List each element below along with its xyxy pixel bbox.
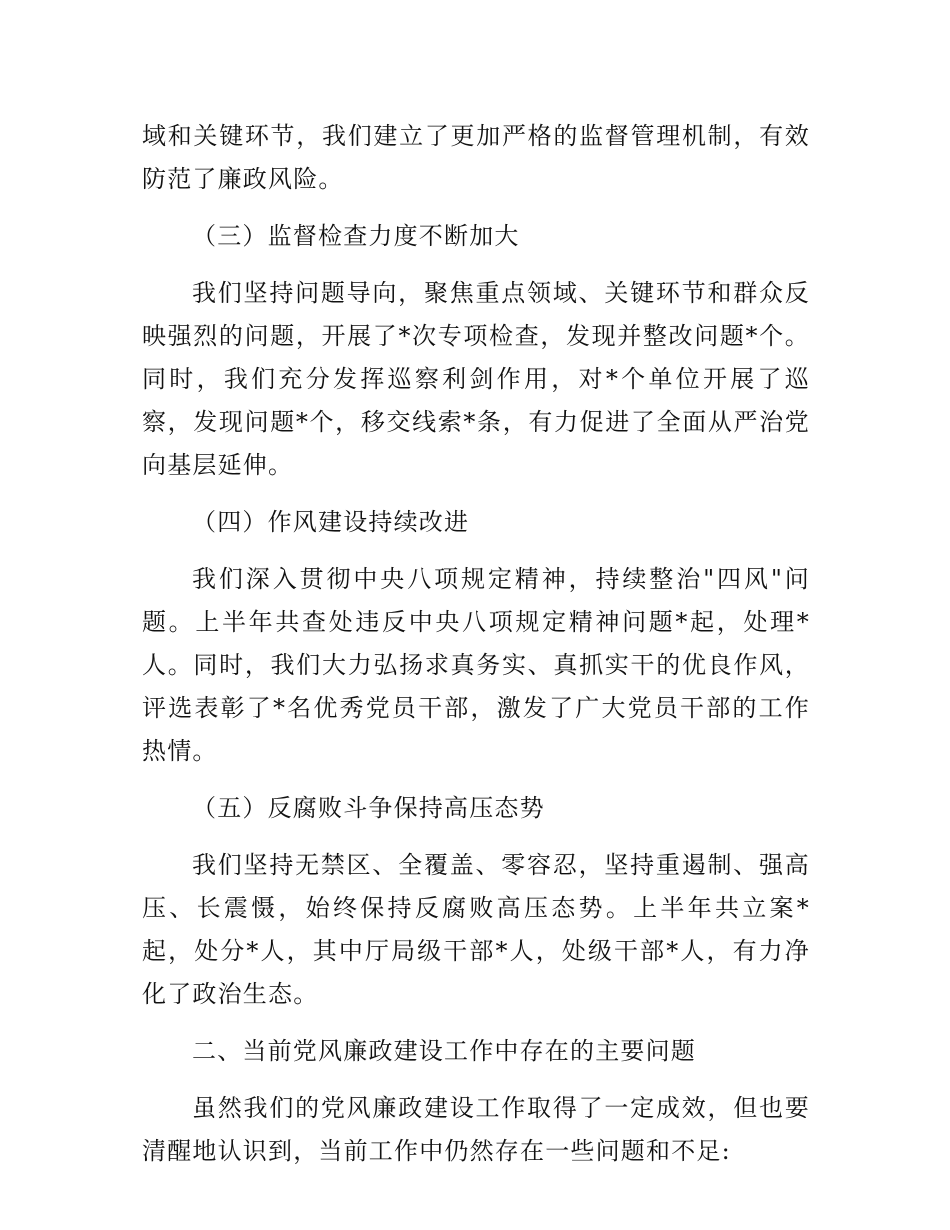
section-heading-3: （三）监督检查力度不断加大	[192, 222, 520, 250]
document-body	[142, 115, 810, 1173]
paragraph-supervision: 我们坚持问题导向，聚焦重点领域、关键环节和群众反映强烈的问题，开展了*次专项检查，发现并整改问题*个。同时，我们充分发挥巡察利剑作用，对*个单位开展了巡察，发现问题*个，移交线索*条，有力促进了全面从严治党向基层延伸。	[142, 279, 810, 479]
chapter-heading-2: 二、当前党风廉政建设工作中存在的主要问题	[192, 1037, 696, 1065]
section-heading-5: （五）反腐败斗争保持高压态势	[192, 794, 545, 822]
paragraph-work-style: 我们深入贯彻中央八项规定精神，持续整治"四风"问题。上半年共查处违反中央八项规定精神问题*起，处理*人。同时，我们大力弘扬求真务实、真抓实干的优良作风，评选表彰了*名优秀党员干部，激发了广大党员干部的工作热情。	[142, 565, 810, 765]
paragraph-anti-corruption: 我们坚持无禁区、全覆盖、零容忍，坚持重遏制、强高压、长震慑，始终保持反腐败高压态势。上半年共立案*起，处分*人，其中厅局级干部*人，处级干部*人，有力净化了政治生态。	[142, 851, 810, 1008]
paragraph-continuation: 域和关键环节，我们建立了更加严格的监督管理机制，有效防范了廉政风险。	[142, 122, 810, 193]
section-heading-4: （四）作风建设持续改进	[192, 508, 470, 536]
paragraph-problems-intro: 虽然我们的党风廉政建设工作取得了一定成效，但也要清醒地认识到，当前工作中仍然存在一些问题和不足:	[142, 1094, 810, 1165]
